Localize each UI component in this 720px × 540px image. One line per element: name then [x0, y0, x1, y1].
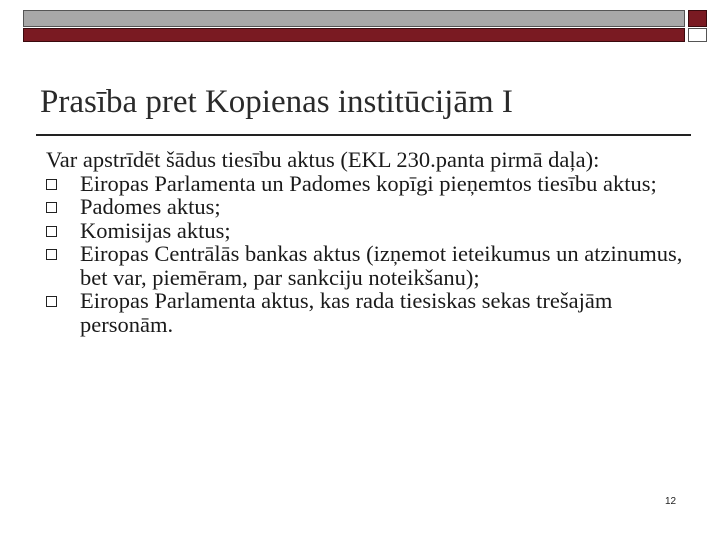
list-item	[46, 289, 696, 336]
header-red-bar	[23, 28, 685, 42]
header-white-square	[688, 28, 707, 42]
bullet-list	[46, 172, 696, 337]
bullet-text: Padomes aktus;	[80, 194, 221, 219]
hollow-square-bullet-icon	[46, 249, 57, 260]
hollow-square-bullet-icon	[46, 296, 57, 307]
bullet-text: Komisijas aktus;	[80, 217, 231, 243]
hollow-square-bullet-icon	[46, 179, 57, 190]
header-red-square	[688, 10, 707, 27]
title-divider	[36, 134, 691, 136]
slide-body	[46, 148, 696, 336]
slide-title: Prasība pret Kopienas institūcijām I	[40, 84, 513, 120]
bullet-text: Eiropas Parlamenta un Padomes kopīgi pieņemtos tiesību aktus;	[80, 170, 657, 196]
list-item	[46, 195, 696, 219]
page-number: 12	[665, 496, 677, 507]
header-grey-bar	[23, 10, 685, 27]
list-item	[46, 172, 696, 196]
bullet-text: Eiropas Centrālās bankas aktus (izņemot ieteikumus un atzinumus, bet var, piemēram, par sankciju noteikšanu);	[80, 241, 683, 290]
list-item	[46, 219, 696, 243]
hollow-square-bullet-icon	[46, 226, 57, 237]
bullet-text: Eiropas Parlamenta aktus, kas rada tiesiskas sekas trešajām personām.	[80, 288, 613, 337]
intro-text: Var apstrīdēt šādus tiesību aktus (EKL 230.panta pirmā daļa):	[46, 147, 600, 172]
hollow-square-bullet-icon	[46, 202, 57, 213]
list-item	[46, 242, 696, 289]
